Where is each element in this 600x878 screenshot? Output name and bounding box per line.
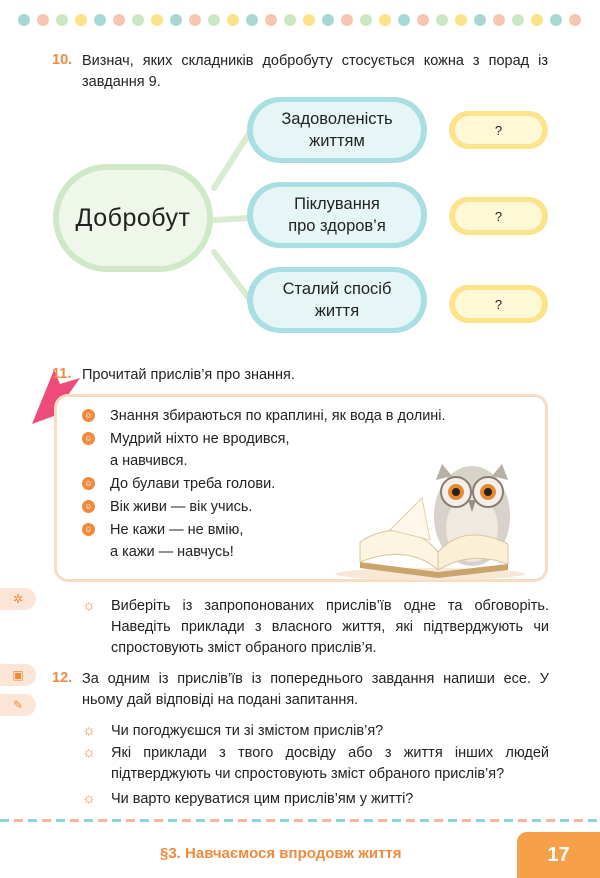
- group-work-tab-icon: ✲: [0, 588, 36, 610]
- decor-dot: [56, 14, 68, 26]
- decor-dot: [512, 14, 524, 26]
- decor-dot: [398, 14, 410, 26]
- diagram-branch-3: [247, 267, 427, 333]
- sun-bullet-icon: ☼: [82, 597, 96, 614]
- task-12-number: 12.: [52, 670, 73, 686]
- task-11-text: Прочитай прислів’я про знання.: [82, 367, 295, 383]
- decor-dot: [360, 14, 372, 26]
- sun-bullet-icon: ☼: [82, 790, 96, 807]
- decor-dot: [94, 14, 106, 26]
- decor-dot: [436, 14, 448, 26]
- decor-dot: [417, 14, 429, 26]
- proverb-item: [82, 405, 446, 427]
- decor-dot: [322, 14, 334, 26]
- proverb-line: Не кажи — не вмію,: [110, 522, 244, 538]
- decor-dot: [474, 14, 486, 26]
- decor-dot: [341, 14, 353, 26]
- answer-box-3[interactable]: [449, 285, 548, 323]
- smile-bullet-icon: ☺: [82, 477, 95, 490]
- answer-3: ?: [455, 290, 542, 318]
- decor-dot: [37, 14, 49, 26]
- decor-dot: [113, 14, 125, 26]
- decor-dot: [170, 14, 182, 26]
- footer-divider: [0, 819, 600, 822]
- task-11-group-task: Виберіть із запропонованих прислів’їв одне та обговоріть. Наведіть приклади з власного життя, які підтверджують чи спростовують зміст обраного прислів’я.: [111, 598, 549, 656]
- proverb-line: а кажи — навчусь!: [110, 544, 234, 560]
- answer-2: ?: [455, 202, 542, 230]
- decor-dot: [569, 14, 581, 26]
- smile-bullet-icon: ☺: [82, 500, 95, 513]
- section-title: §3. Навчаємося впродовж життя: [160, 845, 402, 862]
- task-12-question-2: Які приклади з твого досвіду або з життя інших людей підтверджують чи спростовують зміст обраного прислів’я?: [111, 745, 549, 782]
- briefcase-tab-icon: ▣: [0, 664, 36, 686]
- decor-dot: [189, 14, 201, 26]
- decor-dot: [18, 14, 30, 26]
- page-number: 17: [517, 832, 600, 878]
- decor-dot: [208, 14, 220, 26]
- pencil-tab-icon: ✎: [0, 694, 36, 716]
- decor-dot: [265, 14, 277, 26]
- decor-dot: [132, 14, 144, 26]
- diagram-center-node: [53, 164, 213, 272]
- task-10-text: Визнач, яких складників добробуту стосується кожна з порад із завдання 9.: [82, 53, 548, 90]
- answer-1: ?: [455, 116, 542, 144]
- diagram-center-label: Добробут: [59, 170, 207, 266]
- task-12-question-1: Чи погоджуєшся ти зі змістом прислів’я?: [111, 723, 384, 739]
- branch-1-label: Задоволеність життям: [253, 102, 421, 158]
- decor-dot: [303, 14, 315, 26]
- proverb-line: а навчився.: [110, 453, 188, 469]
- owl-with-book-illustration: [330, 458, 540, 580]
- sun-bullet-icon: ☼: [82, 722, 96, 739]
- answer-box-1[interactable]: [449, 111, 548, 149]
- smile-bullet-icon: ☺: [82, 523, 95, 536]
- task-10-number: 10.: [52, 52, 73, 68]
- task-12-question-3: Чи варто керуватися цим прислів’ям у житті?: [111, 791, 414, 807]
- branch-3-label: Сталий спосіб життя: [253, 272, 421, 328]
- decor-dot: [455, 14, 467, 26]
- decor-dot: [246, 14, 258, 26]
- decor-dot: [379, 14, 391, 26]
- diagram-branch-2: [247, 182, 427, 248]
- decor-dot: [550, 14, 562, 26]
- task-12-text: За одним із прислів’їв із попереднього завдання напиши есе. У ньому дай відповіді на подані запитання.: [82, 671, 549, 708]
- decor-dot: [227, 14, 239, 26]
- task-11-number: 11.: [52, 366, 72, 382]
- smile-bullet-icon: ☺: [82, 432, 95, 445]
- proverb-line: Знання збираються по краплині, як вода в долині.: [110, 408, 446, 424]
- proverb-line: Мудрий ніхто не вродився,: [110, 431, 290, 447]
- decor-dot: [151, 14, 163, 26]
- decor-dot: [75, 14, 87, 26]
- proverb-line: Вік живи — вік учись.: [110, 499, 253, 515]
- branch-2-label: Піклування про здоров’я: [253, 187, 421, 243]
- answer-box-2[interactable]: [449, 197, 548, 235]
- decor-dot: [284, 14, 296, 26]
- decor-dot: [531, 14, 543, 26]
- proverb-line: До булави треба голови.: [110, 476, 276, 492]
- diagram-branch-1: [247, 97, 427, 163]
- smile-bullet-icon: ☺: [82, 409, 95, 422]
- decor-dot: [493, 14, 505, 26]
- sun-bullet-icon: ☼: [82, 744, 96, 761]
- top-dots-decoration: [18, 14, 581, 26]
